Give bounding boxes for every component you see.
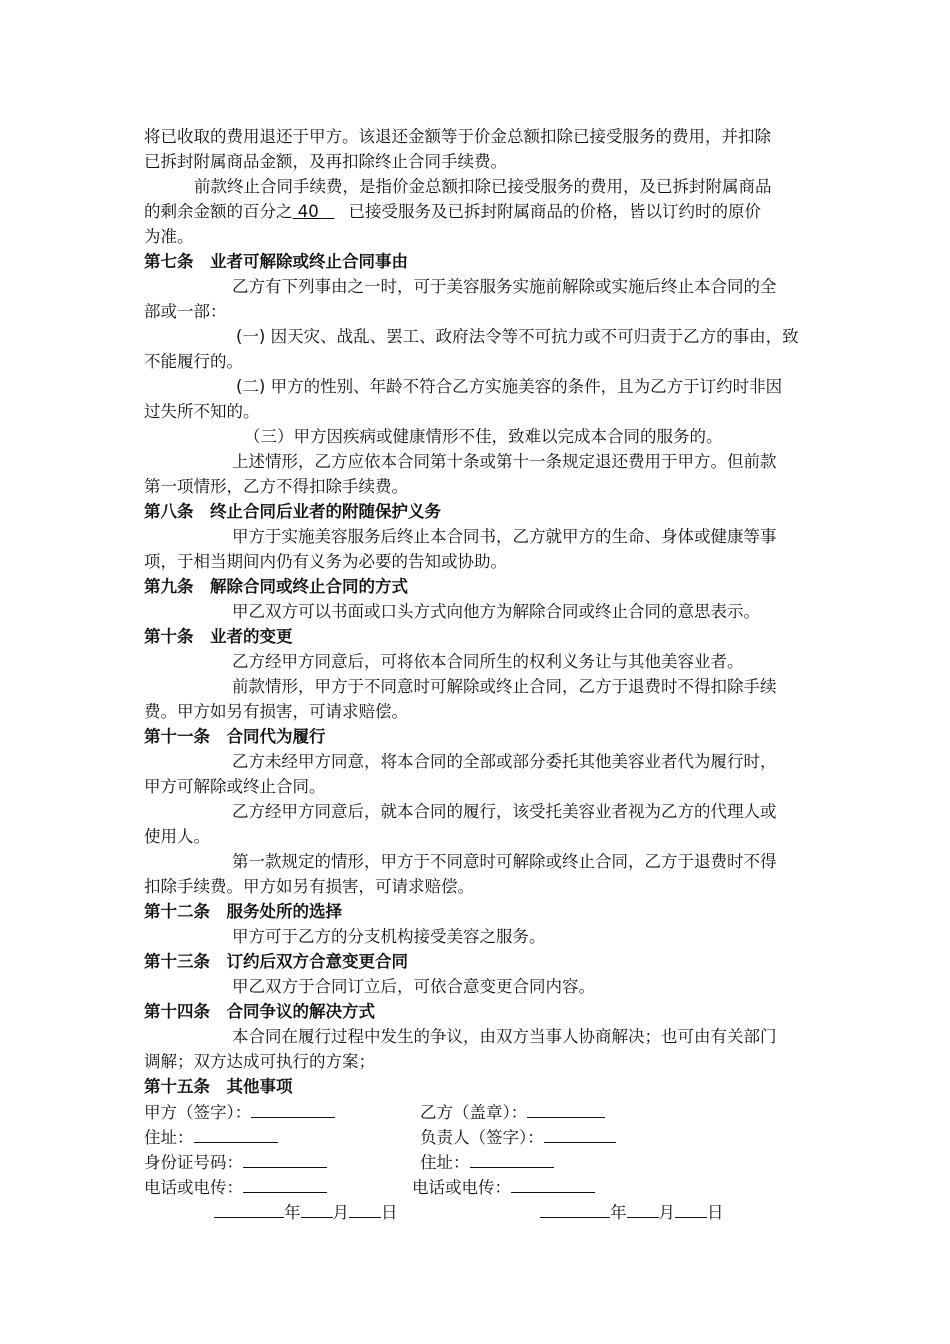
article-heading: 第十五条 其他事项 bbox=[144, 1077, 293, 1096]
article-heading: 第十二条 服务处所的选择 bbox=[144, 902, 342, 921]
paragraph-line: 为准。 bbox=[144, 227, 194, 246]
paragraph-line: 第一款规定的情形，甲方于不同意时可解除或终止合同，乙方于退费时不得 bbox=[232, 852, 777, 871]
responsible-sign-blank bbox=[544, 1124, 616, 1143]
paragraph-line: 项，于相当期间内仍有义务为必要的告知或协助。 bbox=[144, 552, 507, 571]
list-item-line: (一) 因天灾、战乱、罢工、政府法令等不可抗力或不可归责于乙方的事由，致 bbox=[236, 327, 799, 346]
phone-a-blank bbox=[243, 1174, 327, 1193]
paragraph-line: 扣除手续费。甲方如另有损害，可请求赔偿。 bbox=[144, 877, 474, 896]
paragraph-line: 甲乙双方于合同订立后，可依合意变更合同内容。 bbox=[232, 977, 595, 996]
paragraph-line: 已拆封附属商品金额，及再扣除终止合同手续费。 bbox=[144, 152, 507, 171]
paragraph-line: 本合同在履行过程中发生的争议，由双方当事人协商解决；也可由有关部门 bbox=[232, 1027, 777, 1046]
signature-row bbox=[144, 1124, 810, 1149]
date-a: 年 月 日 bbox=[214, 1199, 398, 1225]
paragraph-line: 甲方于实施美容服务后终止本合同书，乙方就甲方的生命、身体或健康等事 bbox=[232, 527, 777, 546]
paragraph-line: 费。甲方如另有损害，可请求赔偿。 bbox=[144, 702, 408, 721]
paragraph-line bbox=[144, 199, 810, 224]
list-item-line: (二) 甲方的性别、年龄不符合乙方实施美容的条件，且为乙方于订约时非因 bbox=[236, 377, 783, 396]
date-row bbox=[144, 1199, 810, 1224]
party-b-seal-blank bbox=[527, 1099, 605, 1118]
article-heading: 第七条 业者可解除或终止合同事由 bbox=[144, 252, 408, 271]
party-b-seal-label: 乙方（盖章）： bbox=[420, 1099, 605, 1125]
paragraph-line: 过失所不知的。 bbox=[144, 402, 260, 421]
paragraph-line: 部或一部： bbox=[144, 302, 227, 321]
party-a-sign-blank bbox=[251, 1099, 335, 1118]
paragraph-line: 第一项情形，乙方不得扣除手续费。 bbox=[144, 477, 408, 496]
article-heading: 第十一条 合同代为履行 bbox=[144, 727, 326, 746]
paragraph-line: 将已收取的费用退还于甲方。该退还金额等于价金总额扣除已接受服务的费用，并扣除 bbox=[144, 127, 771, 146]
responsible-sign-label: 负责人（签字）： bbox=[420, 1124, 616, 1150]
paragraph-line: 甲乙双方可以书面或口头方式向他方为解除合同或终止合同的意思表示。 bbox=[232, 602, 760, 621]
signature-row bbox=[144, 1149, 810, 1174]
list-item-line: （三）甲方因疾病或健康情形不佳，致难以完成本合同的服务的。 bbox=[244, 427, 723, 446]
percent-suffix: 已接受服务及已拆封附属商品的价格，皆以订约时的原价 bbox=[348, 202, 761, 221]
paragraph-line: 乙方未经甲方同意，将本合同的全部或部分委托其他美容业者代为履行时， bbox=[232, 752, 777, 771]
address-a-blank bbox=[194, 1124, 278, 1143]
id-number-blank bbox=[243, 1149, 327, 1168]
paragraph-line: 乙方经甲方同意后，就本合同的履行，该受托美容业者视为乙方的代理人或 bbox=[232, 802, 777, 821]
paragraph-line: 不能履行的。 bbox=[144, 352, 243, 371]
phone-b-blank bbox=[511, 1174, 595, 1193]
paragraph-line: 上述情形，乙方应依本合同第十条或第十一条规定退还费用于甲方。但前款 bbox=[232, 452, 777, 471]
address-b-blank bbox=[470, 1149, 554, 1168]
signature-row bbox=[144, 1099, 810, 1124]
paragraph-line: 乙方经甲方同意后，可将依本合同所生的权利义务让与其他美容业者。 bbox=[232, 652, 744, 671]
paragraph-line: 调解；双方达成可执行的方案； bbox=[144, 1052, 375, 1071]
address-a-label: 住址： bbox=[144, 1124, 278, 1150]
signature-row bbox=[144, 1174, 810, 1199]
article-heading: 第八条 终止合同后业者的附随保护义务 bbox=[144, 502, 441, 521]
contract-body bbox=[144, 124, 810, 1224]
paragraph-line: 前款终止合同手续费，是指价金总额扣除已接受服务的费用，及已拆封附属商品 bbox=[194, 177, 772, 196]
article-heading: 第十三条 订约后双方合意变更合同 bbox=[144, 952, 408, 971]
party-a-sign-label: 甲方（签字）： bbox=[144, 1099, 335, 1125]
phone-b-label: 电话或电传： bbox=[412, 1174, 595, 1200]
phone-a-label: 电话或电传： bbox=[144, 1174, 327, 1200]
paragraph-line: 前款情形，甲方于不同意时可解除或终止合同，乙方于退费时不得扣除手续 bbox=[232, 677, 777, 696]
paragraph-line: 使用人。 bbox=[144, 827, 210, 846]
address-b-label: 住址： bbox=[420, 1149, 554, 1175]
paragraph-line: 甲方可解除或终止合同。 bbox=[144, 777, 326, 796]
id-number-label: 身份证号码： bbox=[144, 1149, 327, 1175]
date-b: 年 月 日 bbox=[540, 1199, 724, 1225]
percent-prefix: 的剩余金额的百分之 bbox=[144, 202, 293, 221]
paragraph-line: 甲方可于乙方的分支机构接受美容之服务。 bbox=[232, 927, 546, 946]
article-heading: 第十四条 合同争议的解决方式 bbox=[144, 1002, 375, 1021]
article-heading: 第九条 解除合同或终止合同的方式 bbox=[144, 577, 408, 596]
paragraph-line: 乙方有下列事由之一时，可于美容服务实施前解除或实施后终止本合同的全 bbox=[232, 277, 777, 296]
article-heading: 第十条 业者的变更 bbox=[144, 627, 293, 646]
percent-value: 40 bbox=[297, 202, 319, 221]
